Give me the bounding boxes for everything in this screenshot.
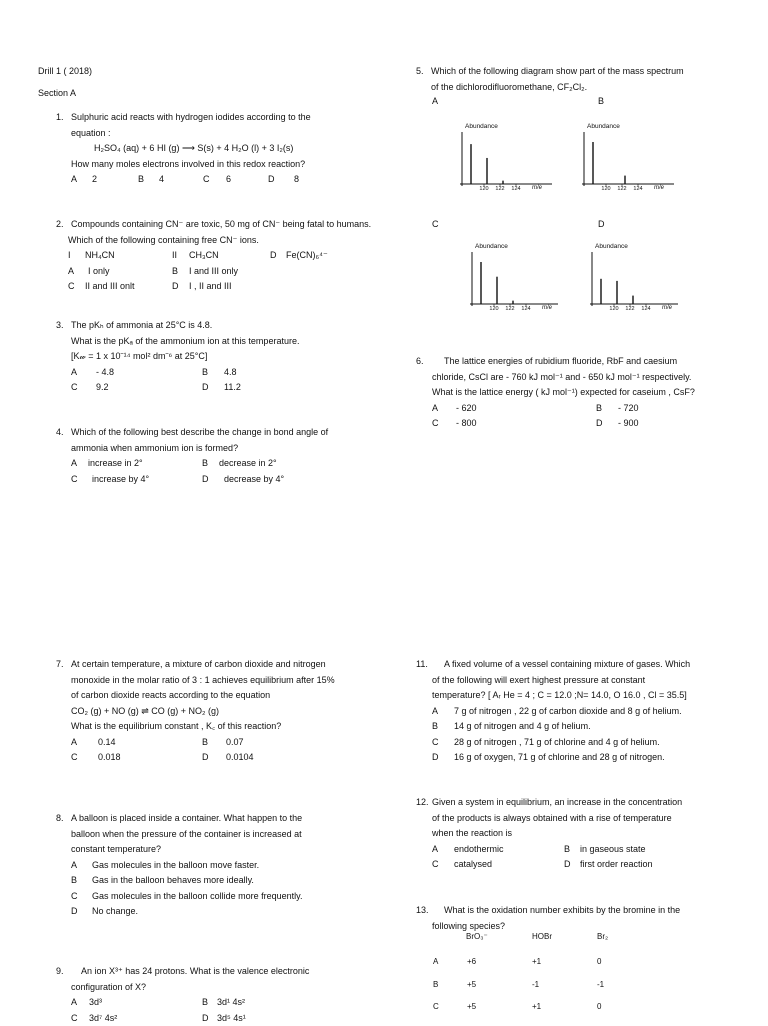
table-cell: +1 xyxy=(532,1002,541,1011)
option-letter: D xyxy=(596,416,603,432)
question-stem: of the products is always obtained with a rise of temperature xyxy=(432,811,672,827)
option-letter: B xyxy=(432,719,438,735)
option-value: 3d⁵ 4s¹ xyxy=(217,1011,246,1026)
option-value: Gas molecules in the balloon move faster. xyxy=(92,858,259,874)
option-letter: D xyxy=(432,750,439,766)
question-stem: equation : xyxy=(71,126,111,142)
option-value: Gas in the balloon behaves more ideally. xyxy=(92,873,254,889)
question-9 xyxy=(56,964,376,1026)
option-value: Gas molecules in the balloon collide more frequently. xyxy=(92,889,302,905)
tick-label: 124 xyxy=(641,306,650,312)
question-stem: following species? xyxy=(432,919,505,935)
option-value: 14 g of nitrogen and 4 g of helium. xyxy=(454,719,591,735)
option-value: 6 xyxy=(226,172,231,188)
option-letter: C xyxy=(71,1011,78,1026)
question-number: 9. xyxy=(56,964,64,980)
option-letter: B xyxy=(202,995,208,1011)
option-letter: B xyxy=(202,735,208,751)
option-value: 16 g of oxygen, 71 g of chlorine and 28 g of nitrogen. xyxy=(454,750,665,766)
tick-label: 124 xyxy=(521,306,530,312)
tick-label: 120 xyxy=(601,186,610,192)
option-value: - 800 xyxy=(456,416,477,432)
question-stem: Given a system in equilibrium, an increase in the concentration xyxy=(432,795,682,811)
table-header: BrO₃⁻ xyxy=(466,932,488,941)
option-letter: A xyxy=(71,456,77,472)
option-letter: A xyxy=(71,995,77,1011)
question-stem: of the following will exert highest pressure at constant xyxy=(432,673,645,689)
question-number: 7. xyxy=(56,657,64,673)
table-header: HOBr xyxy=(532,932,552,941)
question-text: How many moles electrons involved in this redox reaction? xyxy=(71,157,305,173)
option-value: increase in 2° xyxy=(88,456,143,472)
option-value: 2 xyxy=(92,172,97,188)
question-stem: Which of the following best describe the change in bond angle of xyxy=(71,425,328,441)
option-value: in gaseous state xyxy=(580,842,646,858)
question-stem: A fixed volume of a vessel containing mixture of gases. Which xyxy=(444,657,690,673)
option-value: 4.8 xyxy=(224,365,237,381)
option-value: I only xyxy=(88,264,110,280)
question-number: 2. xyxy=(56,217,64,233)
question-number: 3. xyxy=(56,318,64,334)
question-stem: What is the pKₐ of the ammonium ion at this temperature. xyxy=(71,334,299,350)
question-stem: constant temperature? xyxy=(71,842,161,858)
option-value: 8 xyxy=(294,172,299,188)
row-letter: B xyxy=(433,980,438,989)
question-stem: when the reaction is xyxy=(432,826,512,842)
option-letter: C xyxy=(432,735,439,751)
tick-label: 120 xyxy=(489,306,498,312)
table-cell: +1 xyxy=(532,957,541,966)
question-number: 5. xyxy=(416,64,424,80)
equation: CO₂ (g) + NO (g) ⇌ CO (g) + NO₂ (g) xyxy=(71,704,219,720)
option-letter: B xyxy=(202,365,208,381)
option-letter: B xyxy=(172,264,178,280)
option-value: No change. xyxy=(92,904,138,920)
option-letter: A xyxy=(432,704,438,720)
x-axis-label: m/e xyxy=(654,185,665,191)
y-axis-label: Abundance xyxy=(587,123,620,130)
table-cell: -1 xyxy=(532,980,539,989)
option-letter: B xyxy=(596,401,602,417)
y-axis-label: Abundance xyxy=(475,243,508,250)
question-13 xyxy=(416,903,756,934)
option-letter: C xyxy=(432,416,439,432)
oxidation-table xyxy=(416,932,756,1017)
option-letter: A xyxy=(71,735,77,751)
question-number: 4. xyxy=(56,425,64,441)
tick-label: 124 xyxy=(633,186,642,192)
x-axis-label: m/e xyxy=(542,305,553,311)
tick-label: 122 xyxy=(625,306,634,312)
option-value: - 4.8 xyxy=(96,365,114,381)
option-value: 3d³ xyxy=(89,995,102,1011)
mass-spectra-figure xyxy=(0,0,768,330)
question-stem: Sulphuric acid reacts with hydrogen iodides according to the xyxy=(71,110,311,126)
option-letter: D xyxy=(202,1011,209,1026)
item-value: Fe(CN)₆⁴⁻ xyxy=(286,248,328,264)
tick-label: 120 xyxy=(479,186,488,192)
question-stem: Compounds containing CN⁻ are toxic, 50 mg of CN⁻ being fatal to humans. xyxy=(71,217,371,233)
question-text: What is the equilibrium constant , K꜀ of this reaction? xyxy=(71,719,281,735)
tick-label: 122 xyxy=(495,186,504,192)
option-letter: B xyxy=(71,873,77,889)
option-letter: A xyxy=(71,172,77,188)
option-value: - 720 xyxy=(618,401,639,417)
question-number: 11. xyxy=(416,657,428,673)
option-value: 0.14 xyxy=(98,735,116,751)
option-letter: D xyxy=(268,172,275,188)
item-label: II xyxy=(172,248,177,264)
tick-label: 120 xyxy=(609,306,618,312)
option-letter: A xyxy=(432,842,438,858)
option-value: - 900 xyxy=(618,416,639,432)
option-value: endothermic xyxy=(454,842,504,858)
option-letter: A xyxy=(432,401,438,417)
option-value: decrease by 4° xyxy=(224,472,284,488)
option-value: II and III onlt xyxy=(85,279,135,295)
option-value: first order reaction xyxy=(580,857,653,873)
option-letter: B xyxy=(138,172,144,188)
option-letter: B xyxy=(564,842,570,858)
question-8 xyxy=(56,811,376,920)
item-label: I xyxy=(68,248,71,264)
question-7 xyxy=(56,657,396,766)
question-number: 12. xyxy=(416,795,429,811)
row-letter: C xyxy=(433,1002,439,1011)
section-title: Section A xyxy=(38,88,76,98)
table-cell: 0 xyxy=(597,957,601,966)
option-letter: D xyxy=(202,472,209,488)
question-stem: temperature? [ Aᵣ He = 4 ; C = 12.0 ;N= 14.0, O 16.0 , Cl = 35.5] xyxy=(432,688,687,704)
question-stem: Which of the following diagram show part of the mass spectrum xyxy=(431,64,684,80)
option-letter: C xyxy=(71,380,78,396)
option-value: 0.018 xyxy=(98,750,121,766)
question-stem: of the dichlorodifluoromethane, CF₂Cl₂. xyxy=(431,80,587,96)
option-letter: D xyxy=(71,904,78,920)
question-stem: A balloon is placed inside a container. What happen to the xyxy=(71,811,302,827)
option-letter: D xyxy=(172,279,179,295)
option-letter: C xyxy=(68,279,75,295)
option-value: 0.07 xyxy=(226,735,244,751)
option-letter: D xyxy=(202,750,209,766)
option-letter: C xyxy=(71,889,78,905)
option-letter: C xyxy=(203,172,210,188)
option-value: 11.2 xyxy=(224,380,241,396)
table-cell: +6 xyxy=(467,957,476,966)
table-cell: +5 xyxy=(467,1002,476,1011)
question-stem: Which of the following containing free CN⁻ ions. xyxy=(68,233,259,249)
option-value: 3d⁷ 4s² xyxy=(89,1011,117,1026)
drill-title: Drill 1 ( 2018) xyxy=(38,66,92,76)
option-value: 0.0104 xyxy=(226,750,254,766)
question-stem: chloride, CsCl are - 760 kJ mol⁻¹ and - 650 kJ mol⁻¹ respectively. xyxy=(432,370,691,386)
question-stem: The lattice energies of rubidium fluoride, RbF and caesium xyxy=(444,354,677,370)
option-letter: C xyxy=(432,857,439,873)
option-value: I and III only xyxy=(189,264,238,280)
question-4 xyxy=(56,425,376,487)
table-cell: -1 xyxy=(597,980,604,989)
spectrum-label-a: A xyxy=(432,96,438,106)
question-number: 1. xyxy=(56,110,64,126)
tick-label: 124 xyxy=(511,186,520,192)
option-letter: D xyxy=(202,380,209,396)
question-stem: The pKₕ of ammonia at 25°C is 4.8. xyxy=(71,318,212,334)
question-stem: of carbon dioxide reacts according to the equation xyxy=(71,688,270,704)
question-stem: monoxide in the molar ratio of 3 : 1 achieves equilibrium after 15% xyxy=(71,673,335,689)
question-stem: What is the oxidation number exhibits by the bromine in the xyxy=(444,903,680,919)
option-letter: B xyxy=(202,456,208,472)
option-value: 3d¹ 4s² xyxy=(217,995,245,1011)
option-value: catalysed xyxy=(454,857,492,873)
question-6 xyxy=(416,354,746,432)
y-axis-label: Abundance xyxy=(465,123,498,130)
question-12 xyxy=(416,795,756,873)
tick-label: 122 xyxy=(617,186,626,192)
option-letter: D xyxy=(564,857,571,873)
table-cell: 0 xyxy=(597,1002,601,1011)
y-axis-label: Abundance xyxy=(595,243,628,250)
x-axis-label: m/e xyxy=(532,185,543,191)
spectrum-label-d: D xyxy=(598,219,605,229)
question-stem: configuration of X? xyxy=(71,980,146,996)
x-axis-label: m/e xyxy=(662,305,673,311)
option-value: decrease in 2° xyxy=(219,456,277,472)
option-letter: A xyxy=(71,365,77,381)
question-number: 6. xyxy=(416,354,424,370)
option-value: 4 xyxy=(159,172,164,188)
tick-label: 122 xyxy=(505,306,514,312)
question-stem: ammonia when ammonium ion is formed? xyxy=(71,441,238,457)
question-stem: At certain temperature, a mixture of carbon dioxide and nitrogen xyxy=(71,657,326,673)
option-value: I , II and III xyxy=(189,279,232,295)
option-letter: A xyxy=(68,264,74,280)
question-number: 13. xyxy=(416,903,429,919)
option-letter: C xyxy=(71,472,78,488)
question-11 xyxy=(416,657,756,766)
option-value: - 620 xyxy=(456,401,477,417)
table-cell: +5 xyxy=(467,980,476,989)
item-value: CH₃CN xyxy=(189,248,219,264)
option-letter: A xyxy=(71,858,77,874)
row-letter: A xyxy=(433,957,438,966)
option-letter: C xyxy=(71,750,78,766)
question-stem: An ion X³⁺ has 24 protons. What is the valence electronic xyxy=(81,964,309,980)
equation: H₂SO₄ (aq) + 6 HI (g) ⟶ S(s) + 4 H₂O (l) + 3 I₂(s) xyxy=(94,141,293,157)
option-value: 28 g of nitrogen , 71 g of chlorine and 4 g of helium. xyxy=(454,735,660,751)
table-header: Br₂ xyxy=(597,932,608,941)
item-value: NH₄CN xyxy=(85,248,115,264)
question-number: 8. xyxy=(56,811,64,827)
question-stem: What is the lattice energy ( kJ mol⁻¹) expected for caseium , CsF? xyxy=(432,385,695,401)
item-label: D xyxy=(270,248,277,264)
spectrum-label-c: C xyxy=(432,219,439,229)
option-value: 7 g of nitrogen , 22 g of carbon dioxide and 8 g of helium. xyxy=(454,704,682,720)
option-value: 9.2 xyxy=(96,380,109,396)
question-stem: [K𝓌 = 1 x 10⁻¹⁴ mol² dm⁻⁶ at 25°C] xyxy=(71,349,207,365)
option-value: increase by 4° xyxy=(92,472,149,488)
spectrum-label-b: B xyxy=(598,96,604,106)
question-stem: balloon when the pressure of the container is increased at xyxy=(71,827,302,843)
